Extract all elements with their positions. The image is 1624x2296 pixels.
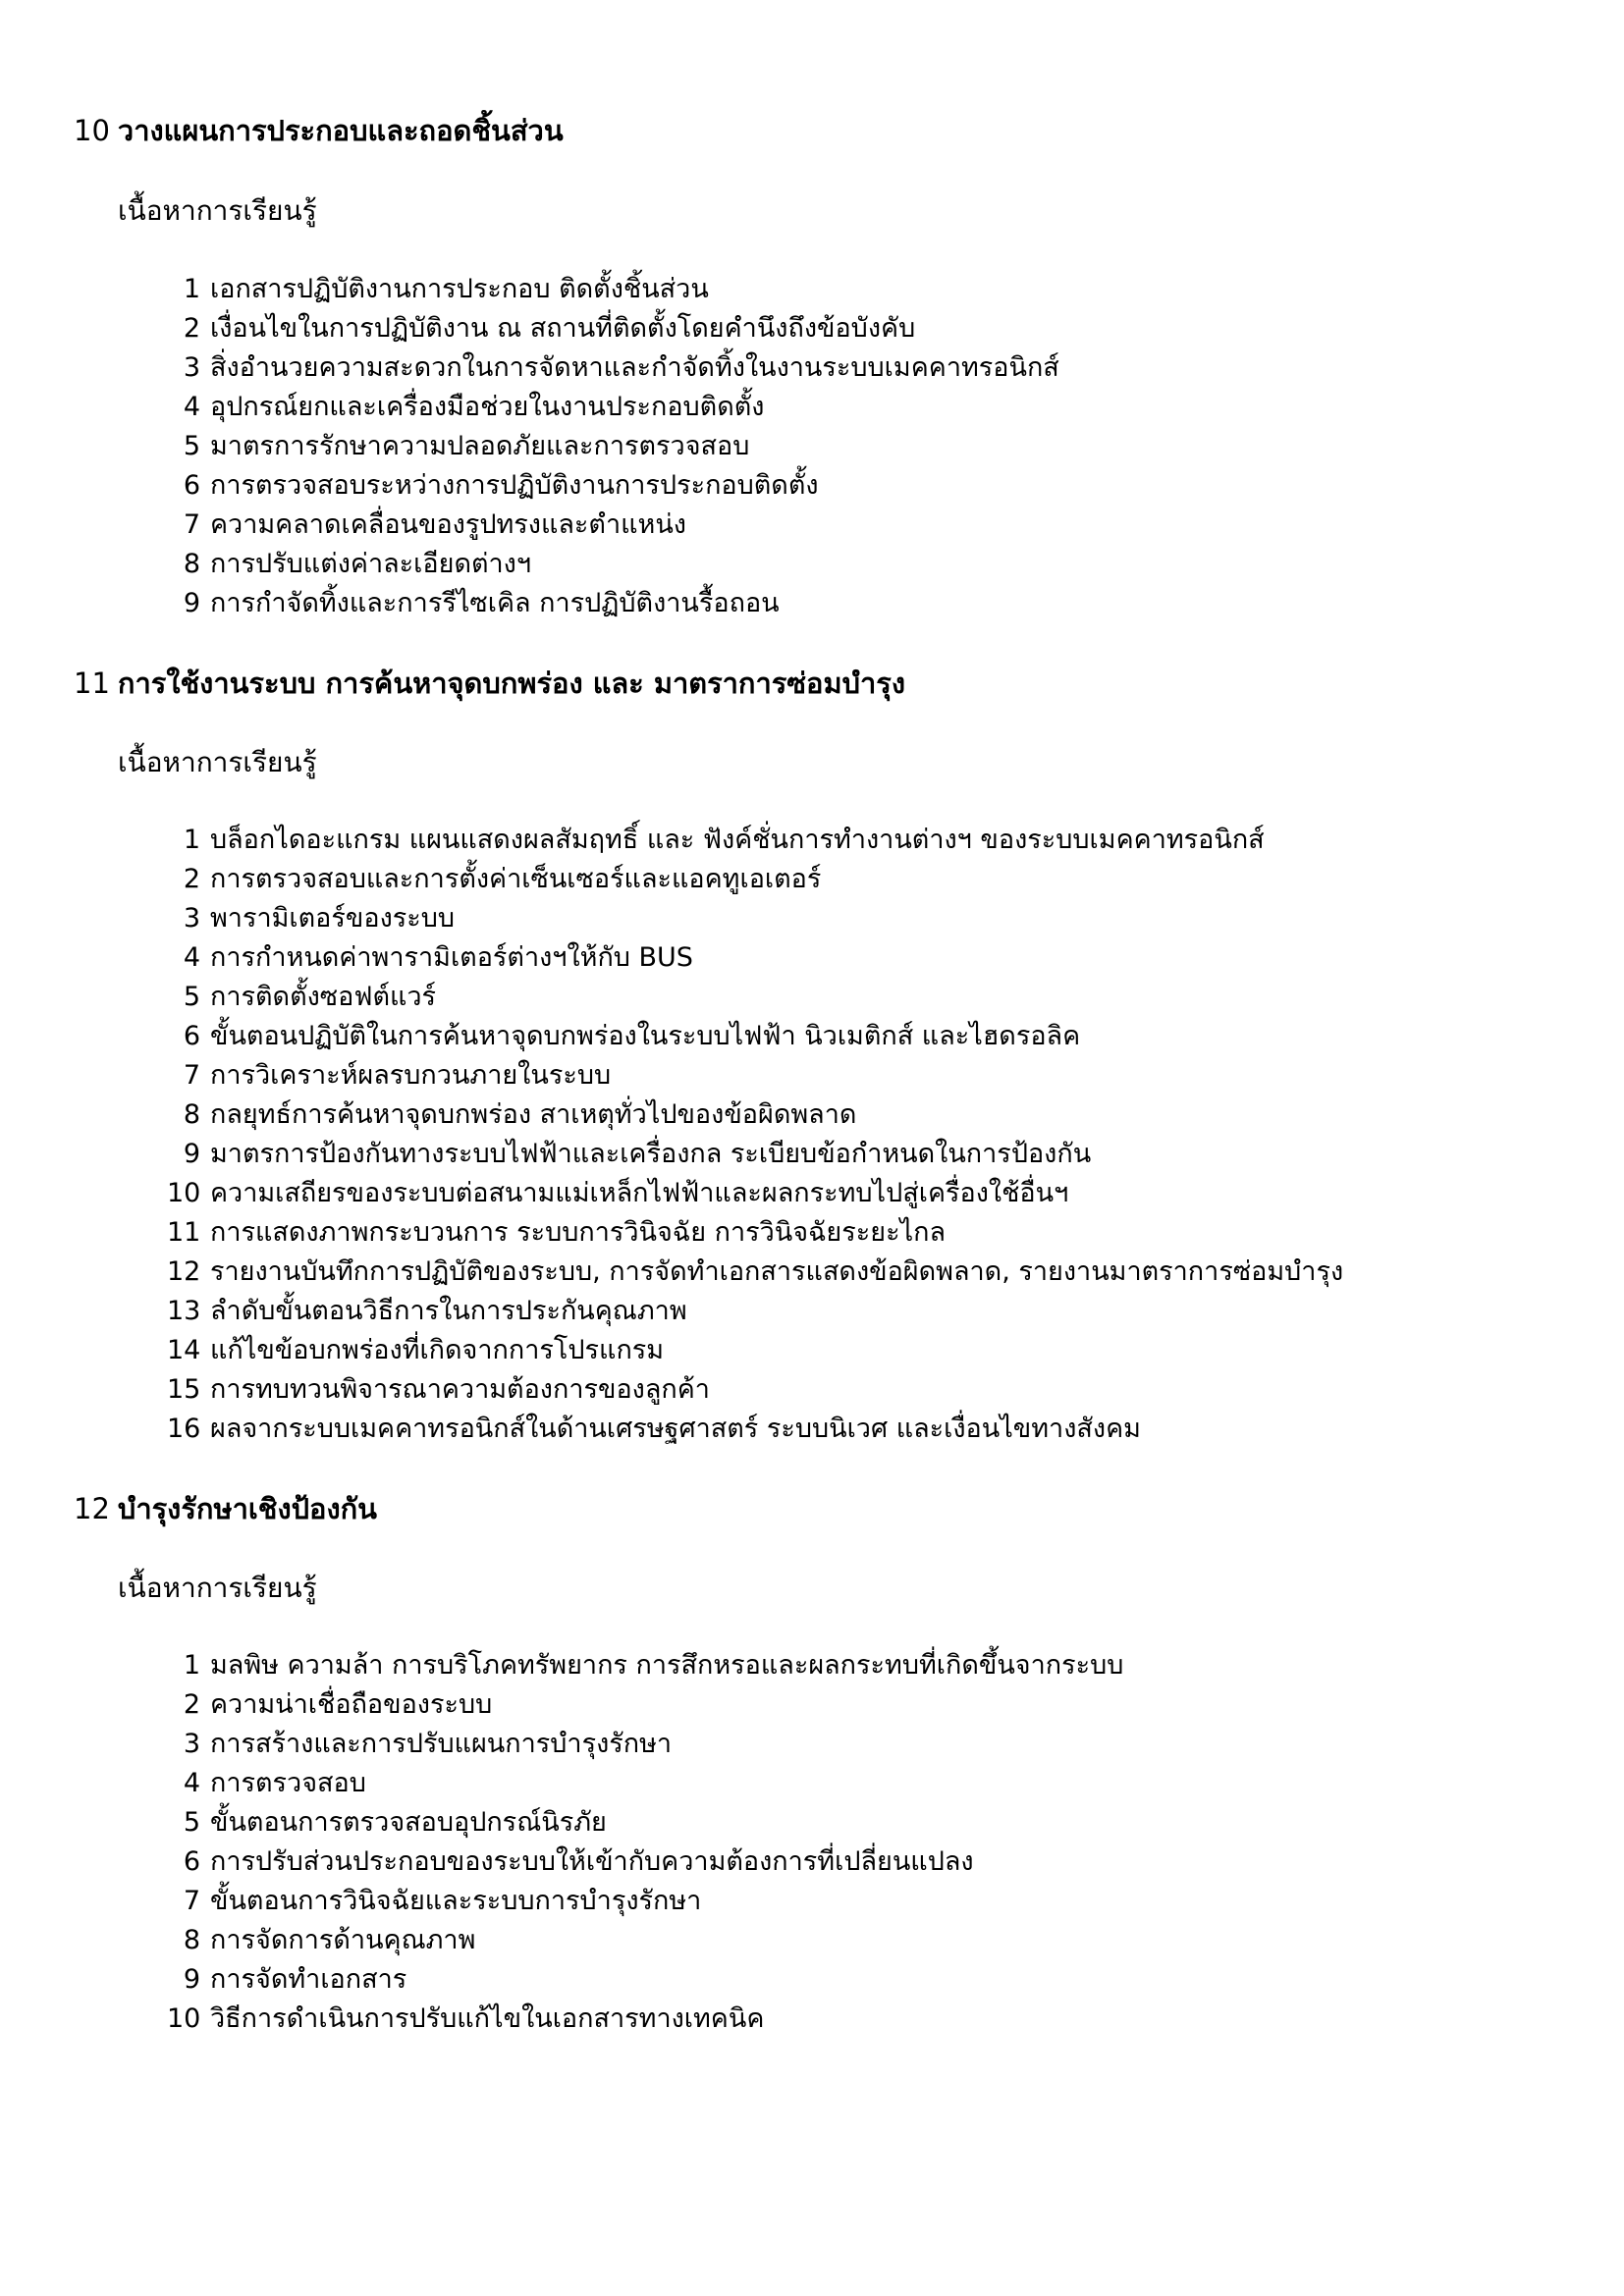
section-title: การใช้งานระบบ การค้นหาจุดบกพร่อง และ มาตราการซ่อมบำรุง [117, 667, 905, 700]
list-item-text: ขั้นตอนการตรวจสอบอุปกรณ์นิรภัย [210, 1807, 607, 1838]
list-item [167, 1135, 1343, 1174]
list-item-text: อุปกรณ์ยกและเครื่องมือช่วยในงานประกอบติดตั้ง [210, 392, 765, 422]
list-item-number: 2 [183, 1689, 200, 1720]
list-item-text: บล็อกไดอะแกรม แผนแสดงผลสัมฤทธิ์ และ ฟังค์ชั่นการทำงานต่างฯ ของระบบเมคคาทรอนิกส์ [210, 825, 1265, 855]
list-item-number: 6 [183, 1021, 200, 1051]
list-item-number: 6 [183, 1846, 200, 1877]
list-item [167, 348, 1059, 388]
list-item-text: ขั้นตอนปฏิบัติในการค้นหาจุดบกพร่องในระบบไฟฟ้า นิวเมติกส์ และไฮดรอลิค [210, 1021, 1081, 1051]
list-item-number: 9 [183, 588, 200, 618]
list-item-text: รายงานบันทึกการปฏิบัติของระบบ, การจัดทำเอกสารแสดงข้อผิดพลาด, รายงานมาตราการซ่อมบำรุง [210, 1256, 1344, 1287]
list-item [167, 938, 1343, 978]
list-item [167, 1095, 1343, 1135]
list-item [167, 860, 1343, 899]
section-subheading: เนื้อหาการเรียนรู้ [118, 1572, 317, 1604]
list-item [167, 584, 1059, 623]
list-item-number: 16 [167, 1414, 201, 1444]
list-item-text: การตรวจสอบระหว่างการปฏิบัติงานการประกอบติดตั้ง [210, 470, 819, 501]
list-item-number: 7 [183, 1886, 200, 1916]
section-heading [74, 1489, 377, 1528]
section-title: วางแผนการประกอบและถอดชิ้นส่วน [117, 114, 564, 147]
list-item-number: 1 [183, 1650, 200, 1681]
list-item-number: 9 [183, 1964, 200, 1995]
list-item-text: การปรับส่วนประกอบของระบบให้เข้ากับความต้องการที่เปลี่ยนแปลง [210, 1846, 974, 1877]
list-item [167, 2000, 1123, 2039]
list-item [167, 1764, 1123, 1803]
list-item-text: ความน่าเชื่อถือของระบบ [210, 1689, 493, 1720]
list-item [167, 1253, 1343, 1292]
list-item-number: 11 [167, 1217, 201, 1248]
list-item-number: 3 [183, 352, 200, 383]
list-item [167, 1213, 1343, 1253]
list-item-number: 5 [183, 431, 200, 461]
list-item-text: สิ่งอำนวยความสะดวกในการจัดหาและกำจัดทิ้งในงานระบบเมคคาทรอนิกส์ [210, 352, 1059, 383]
list-item-number: 7 [183, 1060, 200, 1091]
list-item-number: 3 [183, 903, 200, 934]
item-list [167, 1646, 1123, 2039]
list-item [167, 978, 1343, 1017]
list-item-text: การกำหนดค่าพารามิเตอร์ต่างฯให้กับ BUS [210, 942, 693, 973]
list-item [167, 1725, 1123, 1764]
list-item [167, 1331, 1343, 1370]
list-item-number: 4 [183, 1768, 200, 1798]
list-item-text: พารามิเตอร์ของระบบ [210, 903, 456, 934]
list-item-text: มาตรการรักษาความปลอดภัยและการตรวจสอบ [210, 431, 750, 461]
list-item-text: การจัดทำเอกสาร [210, 1964, 407, 1995]
list-item [167, 899, 1343, 938]
list-item [167, 1370, 1343, 1410]
list-item-number: 5 [183, 1807, 200, 1838]
list-item [167, 1174, 1343, 1213]
list-item [167, 1685, 1123, 1725]
list-item [167, 1292, 1343, 1331]
list-item-text: การทบทวนพิจารณาความต้องการของลูกค้า [210, 1374, 710, 1405]
list-item-text: กลยุทธ์การค้นหาจุดบกพร่อง สาเหตุทั่วไปของข้อผิดพลาด [210, 1099, 857, 1130]
list-item-text: การจัดการด้านคุณภาพ [210, 1925, 476, 1955]
list-item-number: 14 [167, 1335, 201, 1365]
list-item-text: เอกสารปฏิบัติงานการประกอบ ติดตั้งชิ้นส่วน [210, 274, 709, 304]
list-item [167, 1842, 1123, 1882]
list-item-text: มลพิษ ความล้า การบริโภคทรัพยากร การสึกหรอและผลกระทบที่เกิดขึ้นจากระบบ [210, 1650, 1124, 1681]
list-item-text: การแสดงภาพกระบวนการ ระบบการวินิจฉัย การวินิจฉัยระยะไกล [210, 1217, 947, 1248]
list-item [167, 309, 1059, 348]
list-item [167, 270, 1059, 309]
list-item-number: 15 [167, 1374, 201, 1405]
list-item-number: 5 [183, 982, 200, 1012]
list-item-text: การตรวจสอบและการตั้งค่าเซ็นเซอร์และแอคทูเอเตอร์ [210, 864, 822, 894]
list-item-text: ผลจากระบบเมคคาทรอนิกส์ในด้านเศรษฐศาสตร์ ระบบนิเวศ และเงื่อนไขทางสังคม [210, 1414, 1141, 1444]
list-item [167, 1882, 1123, 1921]
list-item-number: 6 [183, 470, 200, 501]
list-item-text: ความคลาดเคลื่อนของรูปทรงและตำแหน่ง [210, 509, 686, 540]
list-item [167, 821, 1343, 860]
list-item-number: 4 [183, 392, 200, 422]
item-list [167, 821, 1343, 1449]
list-item-text: การวิเคราะห์ผลรบกวนภายในระบบ [210, 1060, 612, 1091]
list-item [167, 1960, 1123, 2000]
list-item-number: 8 [183, 549, 200, 579]
section-heading [74, 664, 905, 703]
list-item-number: 2 [183, 864, 200, 894]
list-item-number: 2 [183, 313, 200, 344]
list-item-text: ขั้นตอนการวินิจฉัยและระบบการบำรุงรักษา [210, 1886, 702, 1916]
list-item-number: 3 [183, 1729, 200, 1759]
list-item [167, 1646, 1123, 1685]
list-item-text: การติดตั้งซอฟต์แวร์ [210, 982, 437, 1012]
section-heading [74, 111, 564, 150]
section-number: 11 [74, 667, 110, 700]
list-item-text: ความเสถียรของระบบต่อสนามแม่เหล็กไฟฟ้าและผลกระทบไปสู่เครื่องใช้อื่นฯ [210, 1178, 1069, 1208]
list-item-number: 12 [167, 1256, 201, 1287]
list-item-number: 7 [183, 509, 200, 540]
list-item-text: แก้ไขข้อบกพร่องที่เกิดจากการโปรแกรม [210, 1335, 665, 1365]
list-item-text: การสร้างและการปรับแผนการบำรุงรักษา [210, 1729, 673, 1759]
section-number: 10 [74, 114, 110, 147]
list-item-number: 1 [183, 274, 200, 304]
list-item-text: ลำดับขั้นตอนวิธีการในการประกันคุณภาพ [210, 1296, 687, 1326]
list-item [167, 427, 1059, 466]
list-item-number: 13 [167, 1296, 201, 1326]
list-item-text: วิธีการดำเนินการปรับแก้ไขในเอกสารทางเทคนิค [210, 2003, 765, 2034]
section-subheading: เนื้อหาการเรียนรู้ [118, 746, 317, 778]
item-list [167, 270, 1059, 623]
list-item-text: การปรับแต่งค่าละเอียดต่างฯ [210, 549, 532, 579]
list-item [167, 545, 1059, 584]
list-item-text: เงื่อนไขในการปฏิบัติงาน ณ สถานที่ติดตั้งโดยคำนึงถึงข้อบังคับ [210, 313, 916, 344]
list-item-number: 8 [183, 1099, 200, 1130]
list-item-number: 8 [183, 1925, 200, 1955]
list-item-number: 10 [167, 1178, 201, 1208]
list-item-number: 1 [183, 825, 200, 855]
list-item [167, 1017, 1343, 1056]
list-item-text: มาตรการป้องกันทางระบบไฟฟ้าและเครื่องกล ระเบียบข้อกำหนดในการป้องกัน [210, 1139, 1092, 1169]
list-item-text: การกำจัดทิ้งและการรีไซเคิล การปฏิบัติงานรื้อถอน [210, 588, 780, 618]
section-subheading: เนื้อหาการเรียนรู้ [118, 194, 317, 227]
list-item [167, 506, 1059, 545]
list-item-number: 4 [183, 942, 200, 973]
section-number: 12 [74, 1492, 110, 1525]
list-item-number: 10 [167, 2003, 201, 2034]
list-item [167, 1921, 1123, 1960]
list-item [167, 466, 1059, 506]
list-item-text: การตรวจสอบ [210, 1768, 366, 1798]
list-item [167, 388, 1059, 427]
list-item [167, 1803, 1123, 1842]
list-item-number: 9 [183, 1139, 200, 1169]
list-item [167, 1056, 1343, 1095]
section-title: บำรุงรักษาเชิงป้องกัน [117, 1492, 377, 1525]
list-item [167, 1410, 1343, 1449]
